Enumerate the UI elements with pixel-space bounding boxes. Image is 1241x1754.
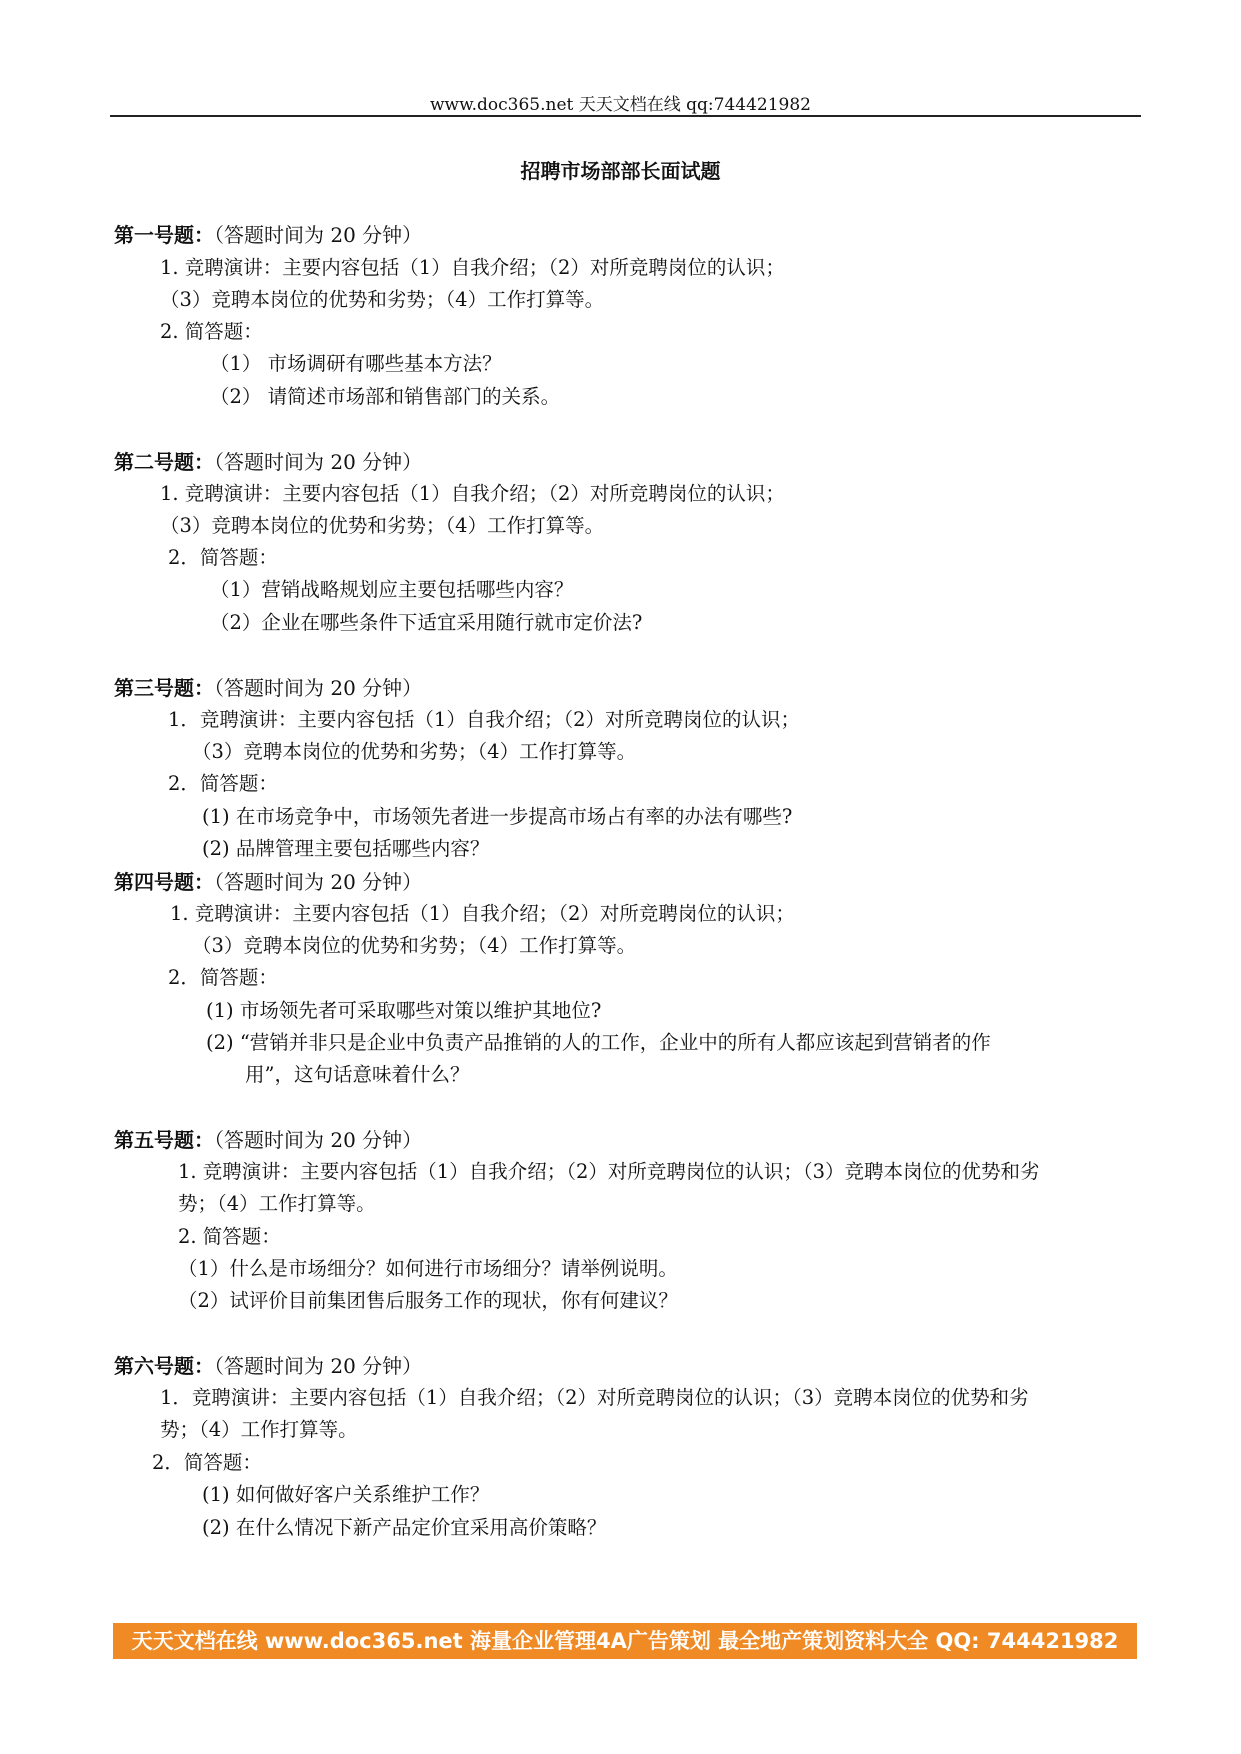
section-line: (1) 在市场竞争中，市场领先者进一步提高市场占有率的办法有哪些? bbox=[202, 805, 793, 828]
section-line: （1） 市场调研有哪些基本方法？ bbox=[210, 352, 502, 375]
section-line: 势；（4）工作打算等。 bbox=[178, 1192, 376, 1215]
section-heading: 第一号题：（答题时间为 20 分钟） bbox=[114, 223, 423, 247]
section-line: 势；（4）工作打算等。 bbox=[160, 1418, 358, 1441]
footer-banner: 天天文档在线 www.doc365.net 海量企业管理4A广告策划 最全地产策划资料大全 QQ: 744421982 bbox=[113, 1623, 1137, 1659]
section-line: (1) 如何做好客户关系维护工作？ bbox=[202, 1483, 490, 1506]
section-line: (1) 市场领先者可采取哪些对策以维护其地位? bbox=[206, 999, 602, 1022]
section-heading: 第六号题：（答题时间为 20 分钟） bbox=[114, 1354, 423, 1378]
section-line: 2. 简答题： bbox=[178, 1225, 281, 1248]
section-line: 2. 简答题： bbox=[160, 320, 263, 343]
section-line: （3）竞聘本岗位的优势和劣势；（4）工作打算等。 bbox=[192, 934, 637, 957]
section-line: 1. 竞聘演讲：主要内容包括（1）自我介绍；（2）对所竞聘岗位的认识；（3）竞聘本岗位的优势和劣 bbox=[178, 1160, 1040, 1183]
section-line: 2．简答题： bbox=[152, 1451, 262, 1474]
section-line: 用”，这句话意味着什么？ bbox=[245, 1063, 470, 1086]
section-line: 1. 竞聘演讲：主要内容包括（1）自我介绍；（2）对所竞聘岗位的认识； bbox=[160, 482, 785, 505]
section-line: （3）竞聘本岗位的优势和劣势；（4）工作打算等。 bbox=[160, 288, 605, 311]
section-line: (2) 品牌管理主要包括哪些内容？ bbox=[202, 837, 490, 860]
section-line: 1．竞聘演讲：主要内容包括（1）自我介绍；（2）对所竞聘岗位的认识； bbox=[168, 708, 800, 731]
section-line: 1．竞聘演讲：主要内容包括（1）自我介绍；（2）对所竞聘岗位的认识；（3）竞聘本岗位的优势和劣 bbox=[160, 1386, 1029, 1409]
section-line: 2．简答题： bbox=[168, 966, 278, 989]
section-heading: 第五号题：（答题时间为 20 分钟） bbox=[114, 1128, 423, 1152]
section-heading: 第三号题：（答题时间为 20 分钟） bbox=[114, 676, 423, 700]
section-line: （2） 请简述市场部和销售部门的关系。 bbox=[210, 385, 561, 408]
section-heading: 第四号题：（答题时间为 20 分钟） bbox=[114, 870, 423, 894]
section-line: （2）企业在哪些条件下适宜采用随行就市定价法? bbox=[210, 611, 643, 634]
section-line: (2) 在什么情况下新产品定价宜采用高价策略？ bbox=[202, 1516, 607, 1539]
section-line: （3）竞聘本岗位的优势和劣势；（4）工作打算等。 bbox=[192, 740, 637, 763]
section-line: （1）什么是市场细分？如何进行市场细分？请举例说明。 bbox=[178, 1257, 678, 1280]
section-line: （2）试评价目前集团售后服务工作的现状，你有何建议？ bbox=[178, 1289, 678, 1312]
section-line: （1）营销战略规划应主要包括哪些内容？ bbox=[210, 578, 574, 601]
header-rule bbox=[110, 115, 1141, 117]
page-header: www.doc365.net 天天文档在线 qq:744421982 bbox=[429, 95, 811, 115]
section-line: 1. 竞聘演讲：主要内容包括（1）自我介绍；（2）对所竞聘岗位的认识； bbox=[170, 902, 795, 925]
section-line: (2) “营销并非只是企业中负责产品推销的人的工作，企业中的所有人都应该起到营销者的作 bbox=[206, 1031, 991, 1054]
document-title: 招聘市场部部长面试题 bbox=[520, 159, 721, 183]
section-line: 2．简答题： bbox=[168, 772, 278, 795]
section-line: （3）竞聘本岗位的优势和劣势；（4）工作打算等。 bbox=[160, 514, 605, 537]
section-heading: 第二号题：（答题时间为 20 分钟） bbox=[114, 450, 423, 474]
section-line: 2．简答题： bbox=[168, 546, 278, 569]
section-line: 1. 竞聘演讲：主要内容包括（1）自我介绍；（2）对所竞聘岗位的认识； bbox=[160, 256, 785, 279]
